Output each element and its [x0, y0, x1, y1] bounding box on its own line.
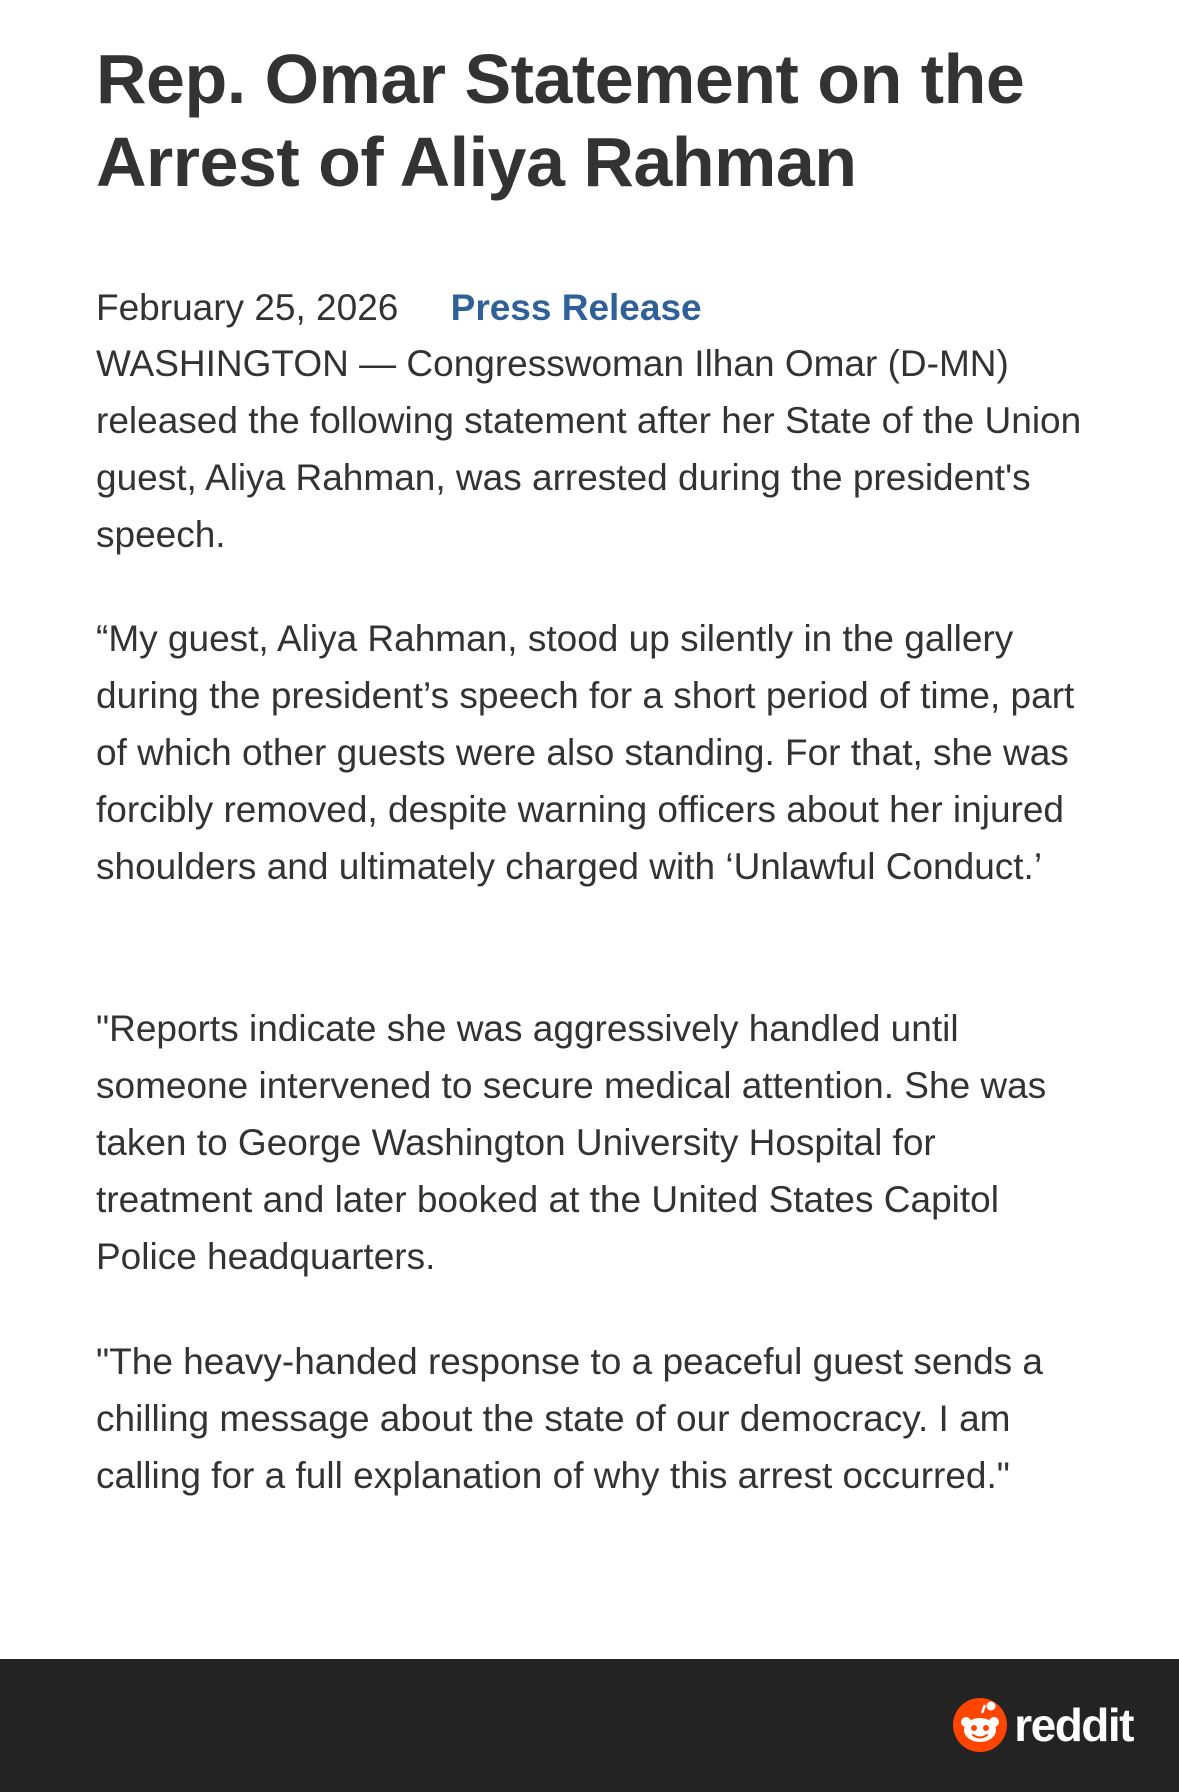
- reddit-logo[interactable]: [952, 1697, 1133, 1753]
- reddit-snoo-icon: [952, 1697, 1008, 1753]
- page-title: Rep. Omar Statement on the Arrest of Aliya Rahman: [96, 40, 1025, 201]
- article-paragraph: “My guest, Aliya Rahman, stood up silently in the gallery during the president’s speech for a short period of time, part of which other guests were also standing. For that, she was forcibly removed, despite warning officers about her injured shoulders and ultimately charged with ‘Unlawful Conduct.’: [96, 618, 1075, 887]
- category-link-press-release[interactable]: Press Release: [450, 287, 702, 328]
- footer-bar: [0, 1659, 1179, 1792]
- reddit-wordmark: reddit: [1014, 1699, 1133, 1751]
- article-meta: [96, 283, 702, 333]
- article-paragraph: WASHINGTON — Congresswoman Ilhan Omar (D-MN) released the following statement after her State of the Union guest, Aliya Rahman, was arrested during the president's speech.: [96, 343, 1082, 555]
- article-paragraph: "Reports indicate she was aggressively handled until someone intervened to secure medical attention. She was taken to George Washington University Hospital for treatment and later booked at the United States Capitol Police headquarters.: [96, 1008, 1047, 1277]
- article-paragraph: "The heavy-handed response to a peaceful guest sends a chilling message about the state of our democracy. I am calling for a full explanation of why this arrest occurred.": [96, 1341, 1044, 1496]
- publish-date: February 25, 2026: [96, 287, 399, 328]
